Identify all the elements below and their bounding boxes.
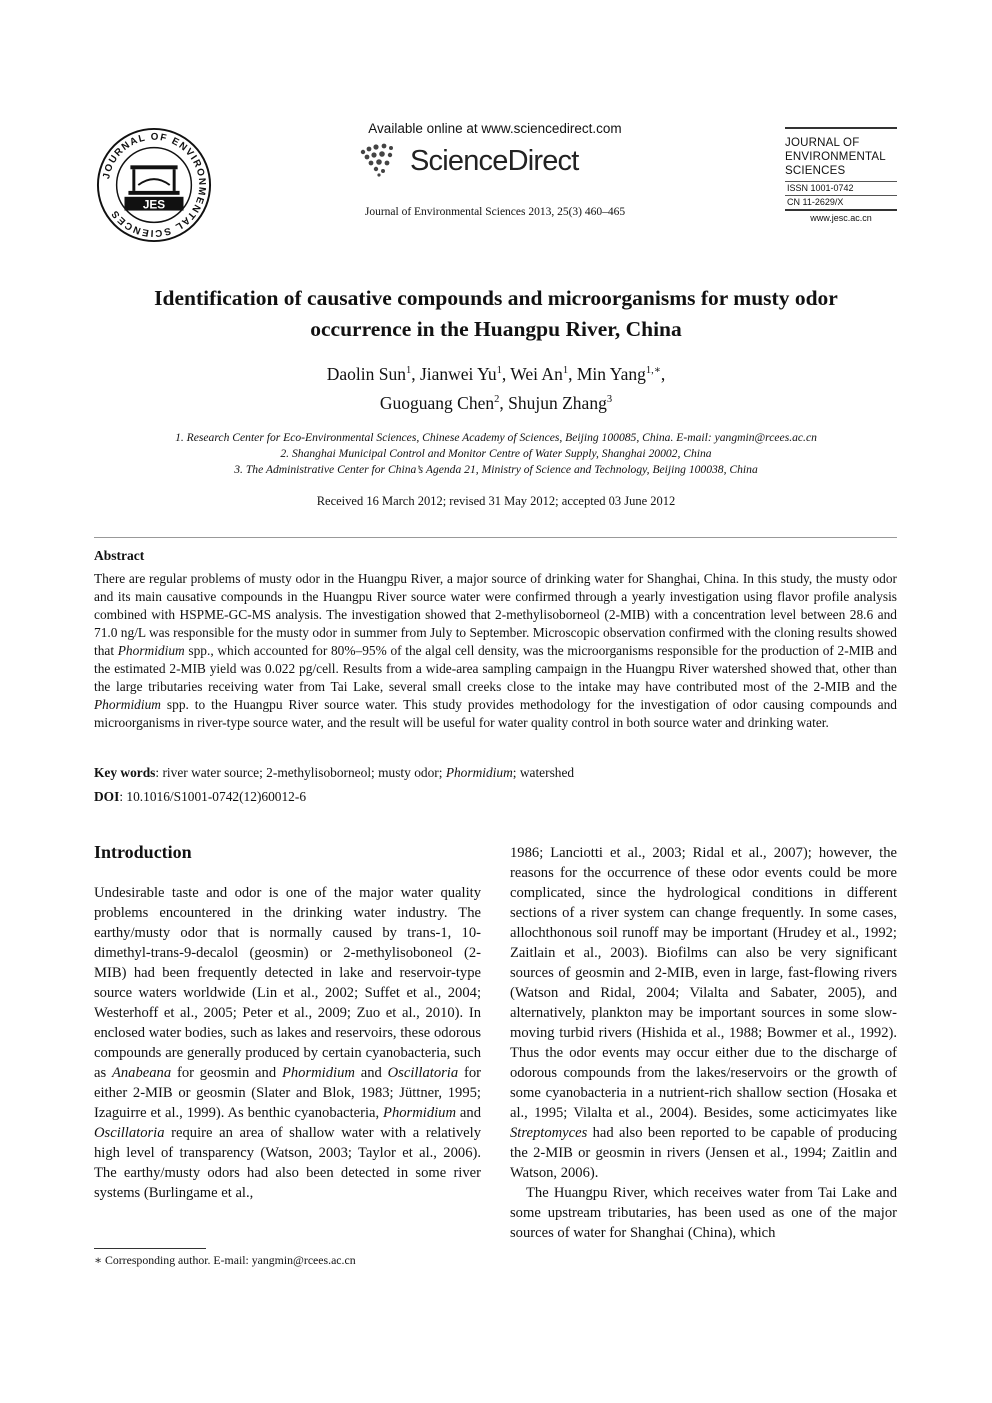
- italic: Anabeana: [111, 1065, 172, 1081]
- keywords: [94, 765, 897, 781]
- abstract-body: [94, 570, 897, 732]
- italic: Phormidium: [281, 1065, 355, 1081]
- affiliation: 1. Research Center for Eco-Environmental Sciences, Chinese Academy of Sciences, Beijing 100085, China. E-mail: yangmin@rcees.ac.cn: [175, 431, 817, 444]
- author-list: Daolin Sun$^1$, Jianwei Yu$^1$, Wei An$^1$, Min Yang$^{1,∗}$, Guoguang Chen$^2$, Shujun Zhang$^3$: [326, 363, 666, 413]
- italic: Streptomyces: [510, 1125, 588, 1141]
- text: require an area of shallow water with a relatively high level of transparency (Watson, 2003; Taylor et al., 2006). The earthy/musty odors had also been detected in some river systems (Burlingame et al.,: [94, 1125, 481, 1201]
- text: 1986; Lanciotti et al., 2003; Ridal et al., 2007); however, the reasons for the occurrence of these odor events could be more complicated, since the hydrological conditions in different sections of a river system can change frequently. In some cases, allochthonous soil runoff may be important (Hrudey et al., 1992; Zaitlain et al., 2003). Biofilms can also be very significant sources of geosmin and 2-MIB, even in large, fast-flowing rivers (Watson and Ridal, 2004; Vilalta and Sabater, 2005), and alternatively, plankton may be important sources in some slow-moving turbid rivers (Hishida et al., 1988; Bowmer et al., 1992). Thus the odor events may occur either due to the discharge of odorous compounds from the lakes/reservoirs or the growth of some cyanobacteria in a nutrient-rich shallow section (Hosaka et al., 1995; Vilalta et al., 2004). Besides, some acticimyates like: [510, 845, 897, 1121]
- divider: [94, 537, 897, 538]
- abstract-text: spp., which accounted for 80%–95% of the algal cell density, was the microorganisms responsible for the production of 2-MIB and the estimated 2-MIB yield was 0.022 pg/cell. Results from a wide-area sampling campaign in the Huangpu River watershed showed that, other than the large tributaries receiving water from Tai Lake, several small creeks close to the intake may have contributed most of the 2-MIB and the: [94, 643, 897, 694]
- journal-box-line1: JOURNAL OF: [785, 137, 860, 149]
- affiliations: [90, 430, 902, 478]
- doi-label: DOI: [94, 789, 120, 804]
- abstract-italic: Phormidium: [117, 643, 185, 658]
- title-line-2: occurrence in the Huangpu River, China: [310, 317, 682, 341]
- paragraph: The Huangpu River, which receives water from Tai Lake and some upstream tributaries, has been used as one of the major sources of water for Shanghai (China), which: [510, 1185, 897, 1241]
- author-sup: 3: [606, 393, 613, 405]
- keywords-text: : river water source; 2-methylisoborneol; musty odor;: [155, 765, 446, 780]
- author: Jianwei Yu: [419, 363, 497, 384]
- journal-url: www.jesc.ac.cn: [810, 213, 872, 223]
- author-sup: 2: [494, 393, 500, 405]
- jes-logo: [95, 126, 213, 244]
- italic: Oscillatoria: [387, 1065, 459, 1081]
- affiliation: 3. The Administrative Center for China’s Agenda 21, Ministry of Science and Technology, Beijing 100038, China: [234, 463, 758, 476]
- text: for either 2-MIB or geosmin (Slater and Blok, 1983; Jüttner, 1995; Izaguirre et al., 1999). As benthic cyanobacteria,: [94, 1065, 481, 1121]
- text: Undesirable taste and odor is one of the major water quality problems encountered in the drinking water industry. The earthy/musty odor that is normally caused by trans-1, 10-dimethyl-trans-9-decalol (geosmin) or 2-methylisoboneol (2-MIB) had been frequently detected in lake and reservoir-type source waters worldwide (Lin et al., 2002; Suffet et al., 2004; Westerhoff et al., 2005; Peter et al., 2009; Zuo et al., 2010). In enclosed water bodies, such as lakes and reservoirs, these odorous compounds are generally produced by certain cyanobacteria, such as: [94, 885, 481, 1081]
- journal-box-line3: SCIENCES: [785, 165, 846, 177]
- abstract-text: There are regular problems of musty odor in the Huangpu River, a major source of drinking water for Shanghai, China. In this study, the musty odor and its main causative compounds in the Huangpu River source water were confirmed through a yearly investigation using flavor profile analysis combined with HSPME-GC-MS analysis. The investigation showed that 2-methylisoborneol (2-MIB) with a concentration level between 28.6 and 71.0 ng/L was responsible for the musty odor in summer from July to September. Microscopic observation confirmed with the cloning results showed that: [94, 571, 897, 658]
- right-column: [510, 843, 897, 1243]
- author-sup: 1,∗: [645, 365, 661, 376]
- abstract-text: spp. to the Huangpu River source water. This study provides methodology for the investigation of odor causing compounds and microorganisms in river-type source water, and the result will be useful for water quality control in both source water and drinking water.: [94, 697, 897, 730]
- text: and: [456, 1105, 481, 1121]
- paragraph: [510, 843, 897, 1183]
- keywords-italic: Phormidium: [445, 765, 513, 780]
- abstract-italic: Phormidium: [94, 697, 161, 712]
- logo-abbrev: JES: [142, 197, 166, 212]
- author: Shujun Zhang: [508, 392, 607, 413]
- keywords-label: Key words: [94, 765, 156, 780]
- author: Guoguang Chen: [379, 392, 495, 413]
- abstract-heading: Abstract: [94, 548, 145, 563]
- text: for geosmin and: [171, 1065, 282, 1081]
- sciencedirect-dots-icon: [355, 140, 415, 180]
- received-dates: Received 16 March 2012; revised 31 May 2012; accepted 03 June 2012: [316, 494, 676, 508]
- keywords-end: ; watershed: [512, 765, 575, 780]
- text: and: [354, 1065, 388, 1081]
- introduction-heading: Introduction: [94, 842, 192, 862]
- author: Wei An: [510, 363, 563, 384]
- doi-text: : 10.1016/S1001-0742(12)60012-6: [119, 789, 307, 804]
- author-sup: 1: [562, 365, 569, 376]
- italic: Phormidium: [383, 1105, 457, 1121]
- paragraph: [94, 883, 481, 1203]
- italic: Oscillatoria: [94, 1125, 165, 1141]
- author-sup: 1: [496, 365, 502, 376]
- journal-box: [785, 127, 897, 223]
- author: Min Yang: [576, 363, 646, 384]
- cn-number: CN 11-2629/X: [787, 197, 844, 207]
- issn: ISSN 1001-0742: [787, 183, 854, 193]
- affiliation: 2. Shanghai Municipal Control and Monitor Centre of Water Supply, Shanghai 20002, China: [280, 447, 712, 460]
- footnote-rule: [94, 1248, 206, 1249]
- logo-ring-text: JOURNAL OF ENVIRONMENTAL SCIENCES: [101, 131, 208, 239]
- journal-reference: Journal of Environmental Sciences 2013, 25(3) 460–465: [364, 206, 626, 218]
- available-online: Available online at www.sciencedirect.com: [368, 121, 622, 136]
- author: Daolin Sun: [326, 363, 406, 384]
- journal-box-line2: ENVIRONMENTAL: [785, 151, 886, 163]
- doi: [94, 789, 897, 805]
- title-line-1: Identification of causative compounds and microorganisms for musty odor: [154, 286, 838, 310]
- paper-title: [90, 283, 902, 345]
- author-sup: 1: [405, 365, 412, 376]
- text: had also been reported to be capable of producing the 2-MIB or geosmin in rivers (Jensen et al., 1994; Zaitlin and Watson, 2006).: [510, 1125, 897, 1181]
- left-column: [94, 883, 481, 1203]
- footnote: ∗ Corresponding author. E-mail: yangmin@rcees.ac.cn: [94, 1253, 356, 1267]
- sciencedirect-wordmark: ScienceDirect: [410, 145, 579, 177]
